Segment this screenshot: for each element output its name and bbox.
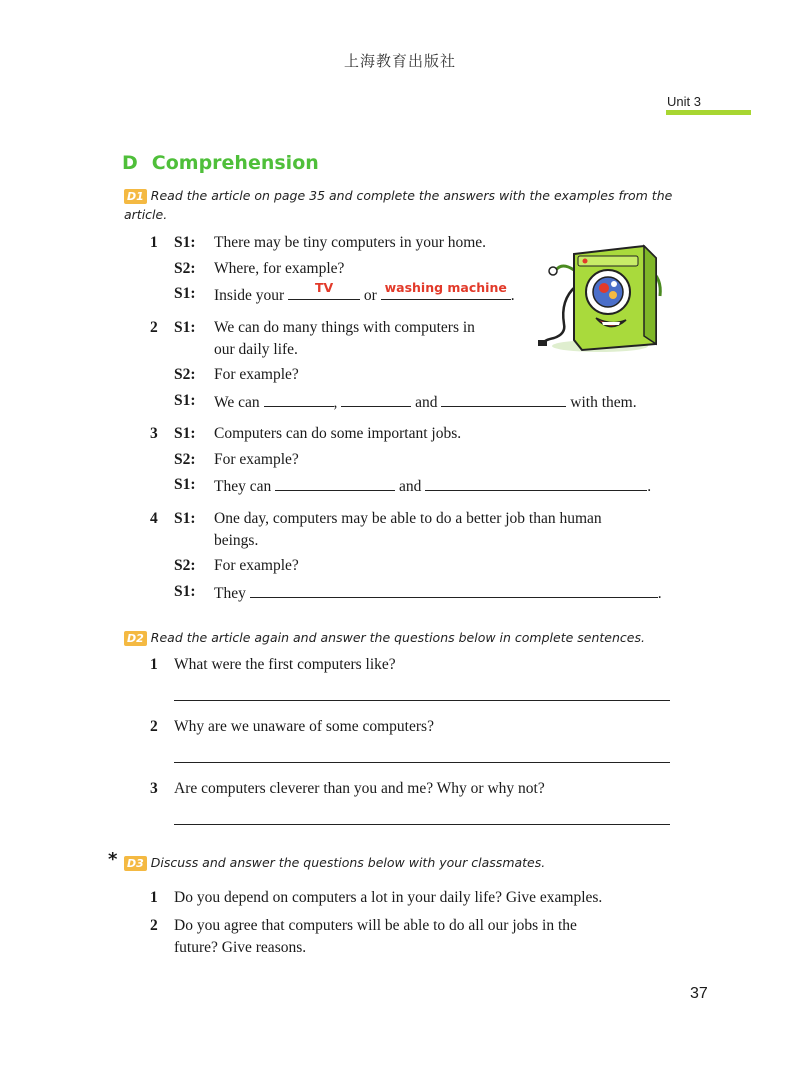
d1-item-1-pre: Inside your [214,287,285,304]
power-cord [542,286,576,344]
d1-item-3-mid: and [398,478,422,495]
laundry-yellow [609,291,617,299]
d1-item-3-blank-1[interactable] [275,475,395,491]
d1-item-4-end: . [657,585,662,602]
d1-instruction-block [124,186,684,224]
d1-item-3-speaker-1: S1: [174,425,196,442]
d1-item-3-line-2: For example? [214,451,299,468]
d1-item-1-blank-2[interactable] [381,280,511,300]
teeth [602,322,620,325]
d2-question-2: Why are we unaware of some computers? [174,718,434,735]
publisher-name: 上海教育出版社 [343,52,456,70]
laundry-red [599,283,609,293]
d1-item-4-line-1b: beings. [214,532,259,549]
d1-item-2-blank-3[interactable] [441,391,566,407]
eye-highlight [611,281,617,287]
d1-item-2-line-3 [214,391,637,413]
d1-item-4-number: 4 [150,510,158,527]
d1-item-2-mid: and [415,394,438,411]
machine-side [644,246,656,344]
d2-answer-line-3[interactable] [174,824,670,825]
d1-item-3-number: 3 [150,425,158,442]
section-letter: D [122,152,138,174]
d1-item-2-speaker-3: S1: [174,392,196,409]
d1-item-2-post: with them. [570,394,637,411]
d1-item-1-end: . [510,287,515,304]
d2-instruction: Read the article again and answer the questions below in complete sentences. [150,630,645,645]
d1-item-2-speaker-2: S2: [174,366,196,383]
d3-star-marker: * [108,849,118,870]
d2-answer-line-1[interactable] [174,700,670,701]
d3-instruction: Discuss and answer the questions below with your classmates. [150,855,546,870]
plug [538,340,547,346]
d2-question-1-number: 1 [150,656,158,673]
d2-question-3: Are computers cleverer than you and me? Why or why not? [174,780,545,797]
d1-item-1-mid: or [363,287,377,304]
d1-item-4-speaker-2: S2: [174,557,196,574]
d1-item-4-blank-1[interactable] [250,582,658,598]
d1-item-4-line-3 [214,582,662,604]
d1-instruction: Read the article on page 35 and complete the answers with the examples from the article. [124,188,673,222]
d3-question-2: Do you agree that computers will be able to do all our jobs in the [174,917,577,934]
d1-item-2-line-2: For example? [214,366,299,383]
d1-item-1-line-3 [214,280,515,306]
d1-item-2-line-1b: our daily life. [214,341,298,358]
d1-item-3-speaker-2: S2: [174,451,196,468]
d1-item-2-number: 2 [150,319,158,336]
section-heading [122,152,319,174]
d1-item-2-pre: We can [214,394,260,411]
d2-question-1: What were the first computers like? [174,656,396,673]
d1-item-4-speaker-1: S1: [174,510,196,527]
d3-badge: D3 [124,856,147,871]
d2-answer-line-2[interactable] [174,762,670,763]
d1-item-1-answer-1: TV [314,280,334,295]
d2-instruction-block [124,628,684,647]
d2-badge: D2 [124,631,147,646]
d3-instruction-block [124,853,684,872]
d1-item-2-blank-2[interactable] [341,391,411,407]
d1-item-4-line-1: One day, computers may be able to do a better job than human [214,510,602,527]
d1-item-3-pre: They can [214,478,272,495]
d2-question-3-number: 3 [150,780,158,797]
d1-item-4-pre: They [214,585,246,602]
left-hand [549,267,557,275]
door-window [593,277,623,307]
d1-item-2-line-1: We can do many things with computers in [214,319,475,336]
d1-item-4-line-2: For example? [214,557,299,574]
d1-item-1-speaker-1: S1: [174,234,196,251]
unit-label: Unit 3 [667,94,701,109]
d1-item-1-line-1: There may be tiny computers in your home. [214,234,487,251]
d1-item-1-line-2: Where, for example? [214,260,345,277]
d1-item-1-number: 1 [150,234,158,251]
unit-accent-bar [666,110,751,115]
d1-item-2-blank-1[interactable] [264,391,334,407]
d1-item-3-speaker-3: S1: [174,476,196,493]
d1-item-3-line-3 [214,475,651,497]
d2-question-2-number: 2 [150,718,158,735]
d1-item-1-speaker-3: S1: [174,285,196,302]
section-title: Comprehension [151,152,319,174]
d1-item-2-speaker-1: S1: [174,319,196,336]
d3-question-2b: future? Give reasons. [174,939,307,956]
d1-badge: D1 [124,189,147,204]
d1-item-3-blank-2[interactable] [425,475,647,491]
d1-item-3-line-1: Computers can do some important jobs. [214,425,462,442]
d1-item-1-speaker-2: S2: [174,260,196,277]
d1-item-1-blank-1[interactable] [288,280,360,300]
d1-item-2-comma: , [333,394,338,411]
page-number: 37 [690,985,708,1002]
d1-item-4-speaker-3: S1: [174,583,196,600]
d3-question-2-number: 2 [150,917,158,934]
washing-machine-illustration [538,240,673,355]
left-arm [556,266,574,270]
d3-question-1-number: 1 [150,889,158,906]
d3-question-1: Do you depend on computers a lot in your daily life? Give examples. [174,889,603,906]
d1-item-1-answer-2: washing machine [384,280,507,295]
panel-knob [583,259,588,264]
d1-item-3-end: . [647,478,652,495]
